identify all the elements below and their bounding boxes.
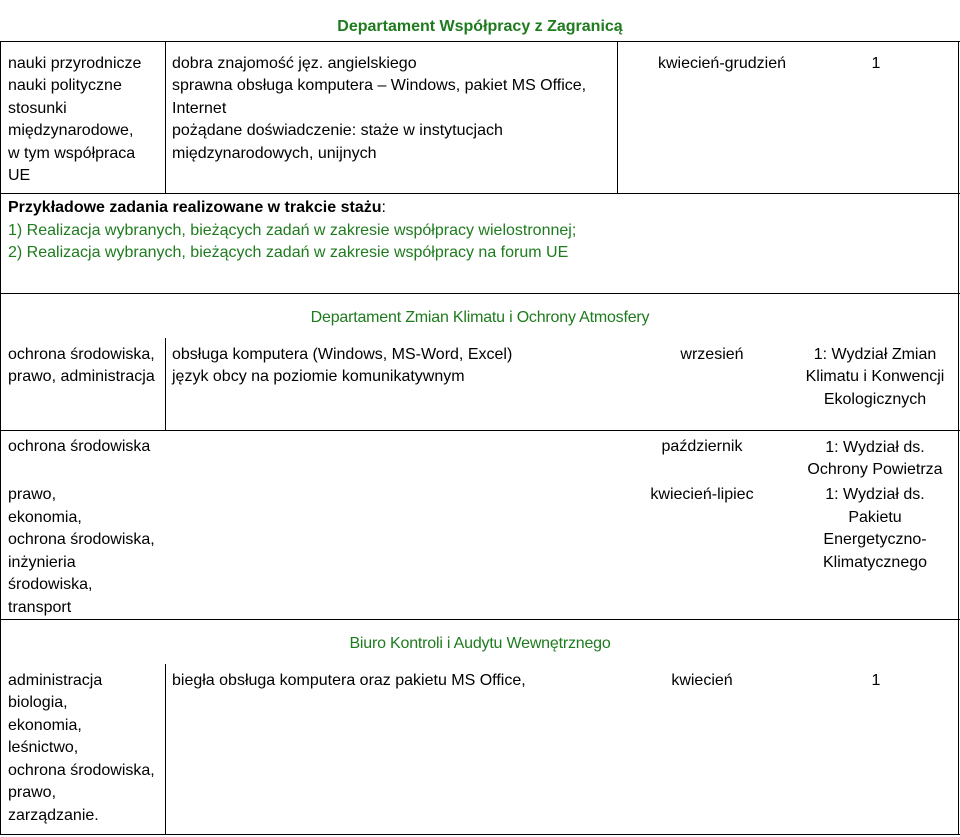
period-text: wrzesień [680, 346, 744, 363]
requirements-text: biegła obsługa komputera oraz pakietu MS Office, [172, 672, 526, 689]
requirements-text: Internet [172, 100, 227, 117]
task-item: 2) Realizacja wybranych, bieżących zadań w zakresie współpracy na forum UE [8, 244, 569, 261]
section-title-audytu: Biuro Kontroli i Audytu Wewnętrznego [349, 635, 611, 652]
count-text: 1: Wydział Zmian [813, 346, 937, 363]
requirements-text: język obcy na poziomie komunikatywnym [172, 368, 465, 385]
section-title-klimatu: Departament Zmian Klimatu i Ochrony Atmosfery [310, 309, 650, 326]
count-text: Ekologicznych [823, 391, 927, 408]
border-bottom [0, 834, 960, 835]
requirements-text: obsługa komputera (Windows, MS-Word, Excel) [172, 346, 513, 363]
fields-text: ochrona środowiska, [8, 762, 155, 779]
border-s2-col1 [165, 338, 166, 430]
section-title-wspolpracy: Departament Współpracy z Zagranicą [337, 18, 623, 35]
fields-text: prawo, administracja [8, 368, 155, 385]
fields-text: prawo, [8, 486, 57, 503]
requirements-text: pożądane doświadczenie: staże w instytucjach [172, 122, 503, 139]
fields-text: nauki polityczne [8, 77, 122, 94]
count-text: Energetyczno- [823, 531, 927, 548]
border-s2-bottom [0, 619, 960, 620]
fields-text: nauki przyrodnicze [8, 55, 142, 72]
border-s1-tasks [0, 193, 960, 194]
fields-text: ochrona środowiska, [8, 346, 155, 363]
border-s1-col1 [165, 41, 166, 193]
border-s2-divider [0, 430, 960, 431]
requirements-text: sprawna obsługa komputera – Windows, pakiet MS Office, [172, 77, 587, 94]
count-text: 1 [871, 55, 881, 72]
count-text: Ochrony Powietrza [807, 461, 943, 478]
tasks-heading-label: Przykładowe zadania realizowane w trakcie stażu [8, 199, 382, 216]
count-text: 1 [871, 672, 881, 689]
fields-text: w tym współpraca [8, 145, 136, 162]
border-s1-bottom [0, 293, 960, 294]
count-text: Pakietu [848, 509, 902, 526]
border-top-s1 [0, 41, 960, 42]
border-left [0, 41, 1, 835]
fields-text: biologia, [8, 694, 68, 711]
fields-text: UE [8, 167, 31, 184]
fields-text: ekonomia, [8, 509, 82, 526]
fields-text: ochrona środowiska, [8, 531, 155, 548]
fields-text: inżynieria [8, 554, 76, 571]
fields-text: leśnictwo, [8, 739, 79, 756]
period-text: kwiecień-lipiec [650, 486, 754, 503]
fields-text: transport [8, 599, 72, 616]
tasks-heading-colon: : [381, 199, 386, 216]
fields-text: stosunki [8, 100, 67, 117]
requirements-text: dobra znajomość jęz. angielskiego [172, 55, 417, 72]
period-text: kwiecień [671, 672, 733, 689]
count-text: Klimatycznego [822, 554, 928, 571]
period-text: październik [661, 438, 743, 455]
fields-text: środowiska, [8, 576, 93, 593]
fields-text: międzynarodowe, [8, 122, 134, 139]
task-item: 1) Realizacja wybranych, bieżących zadań w zakresie współpracy wielostronnej; [8, 222, 577, 239]
fields-text: prawo, [8, 784, 57, 801]
fields-text: administracja [8, 672, 103, 689]
count-text: 1: Wydział ds. [825, 486, 925, 503]
fields-text: ochrona środowiska [8, 438, 151, 455]
tasks-heading [8, 197, 386, 220]
requirements-text: międzynarodowych, unijnych [172, 145, 377, 162]
count-text: Klimatu i Konwencji [805, 368, 945, 385]
fields-text: ekonomia, [8, 717, 82, 734]
period-text: kwiecień-grudzień [657, 55, 787, 72]
border-s3-col1 [165, 664, 166, 834]
count-text: 1: Wydział ds. [825, 439, 925, 456]
fields-text: zarządzanie. [8, 807, 99, 824]
border-s1-col2 [617, 41, 618, 193]
